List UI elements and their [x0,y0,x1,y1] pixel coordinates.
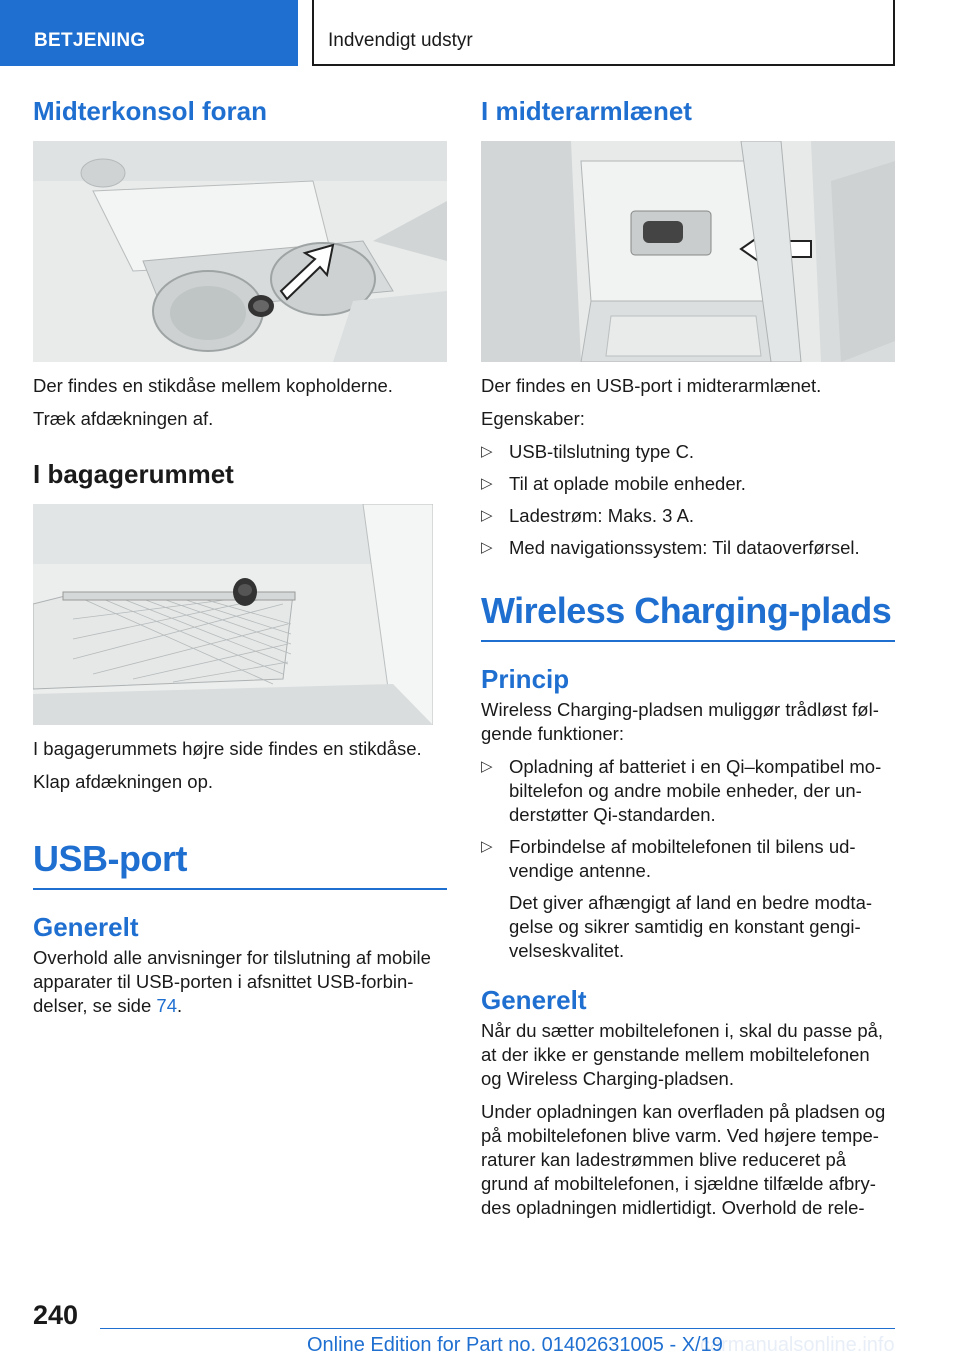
footer-divider [100,1328,895,1329]
list-item-continuation: Det giver afhængigt af land en bedre modta-gelse og sikrer samtidig en konstant gengi-velseskvalitet. [509,892,873,961]
subheading-generelt-usb: Generelt [33,912,139,942]
generelt-text-2: Under opladningen kan overfladen på pladsen og på mobiltelefonen blive varm. Ved højere tempe-raturer kan ladestrømmen blive reduceret på grund af mobiltelefonen, i sjældne tilfælde afbry-des opladningen midlertidigt. Overhold de rele- [481,1101,886,1218]
list-item: ▷ Med navigationssystem: Til dataoverførsel. [481,537,860,558]
bagagerum-text-1: I bagagerummets højre side findes en stikdåse. [33,738,422,759]
triangle-right-icon: ▷ [481,443,493,460]
figure-armrest-usb [481,141,895,362]
heading-midterkonsol: Midterkonsol foran [33,96,268,126]
figure-center-console [33,141,447,362]
chapter-tab [312,0,895,66]
triangle-right-icon: ▷ [481,539,493,556]
triangle-right-icon: ▷ [481,838,493,855]
right-column [481,96,895,1229]
subheading-princip: Princip [481,664,570,694]
midterkonsol-text-2: Træk afdækningen af. [33,408,214,429]
section-label: BETJENING [34,30,146,51]
heading-usb-port: USB-port [33,838,447,890]
bagagerum-text-2: Klap afdækningen op. [33,771,213,792]
list-item: ▷ Til at oplade mobile enheder. [481,473,746,494]
functions-list [481,755,895,963]
heading-midterarmlaen: I midterarmlænet [481,96,692,126]
page-number: 240 [33,1300,79,1330]
armlaen-text-2: Egenskaber: [481,408,585,429]
heading-wireless-charging: Wireless Charging-plads [481,590,895,642]
footer-edition: Online Edition for Part no. 01402631005 - X/19 [307,1334,723,1356]
figure-luggage-compartment [33,504,433,725]
section-tab [0,0,298,66]
triangle-right-icon: ▷ [481,507,493,524]
princip-text: Wireless Charging-pladsen muliggør trådløst føl-gende funktioner: [481,699,879,744]
triangle-right-icon: ▷ [481,758,493,775]
list-item: ▷ Opladning af batteriet i en Qi–kompatibel mo-biltelefon og andre mobile enheder, der un-derstøtter Qi-standarden. [481,756,882,825]
midterkonsol-text-1: Der findes en stikdåse mellem kopholderne. [33,375,393,396]
properties-list [481,440,895,560]
list-item: ▷ Ladestrøm: Maks. 3 A. [481,505,695,526]
heading-bagagerum: I bagagerummet [33,459,234,489]
page-ref-link[interactable]: 74 [156,995,177,1016]
triangle-right-icon: ▷ [481,475,493,492]
left-column [33,96,447,1027]
subheading-generelt-wireless: Generelt [481,985,587,1015]
watermark: carmanualsonline.info [700,1334,895,1356]
chapter-label: Indvendigt udstyr [328,30,473,51]
generelt-text-1: Når du sætter mobiltelefonen i, skal du passe på, at der ikke er genstande mellem mobiltelefonen og Wireless Charging-pladsen. [481,1020,884,1089]
armlaen-text-1: Der findes en USB-port i midterarmlænet. [481,375,822,396]
list-item: ▷ USB-tilslutning type C. [481,441,695,462]
list-item: ▷ Forbindelse af mobiltelefonen til bilens ud-vendige antenne. Det giver afhængigt af land en bedre modta-gelse og sikrer samtidig en konstant gengi-velseskvalitet. [481,835,895,963]
usb-generelt-text: Overhold alle anvisninger for tilslutning af mobile apparater til USB-porten i afsnittet USB-forbin-delser, se side 74. [33,947,431,1016]
